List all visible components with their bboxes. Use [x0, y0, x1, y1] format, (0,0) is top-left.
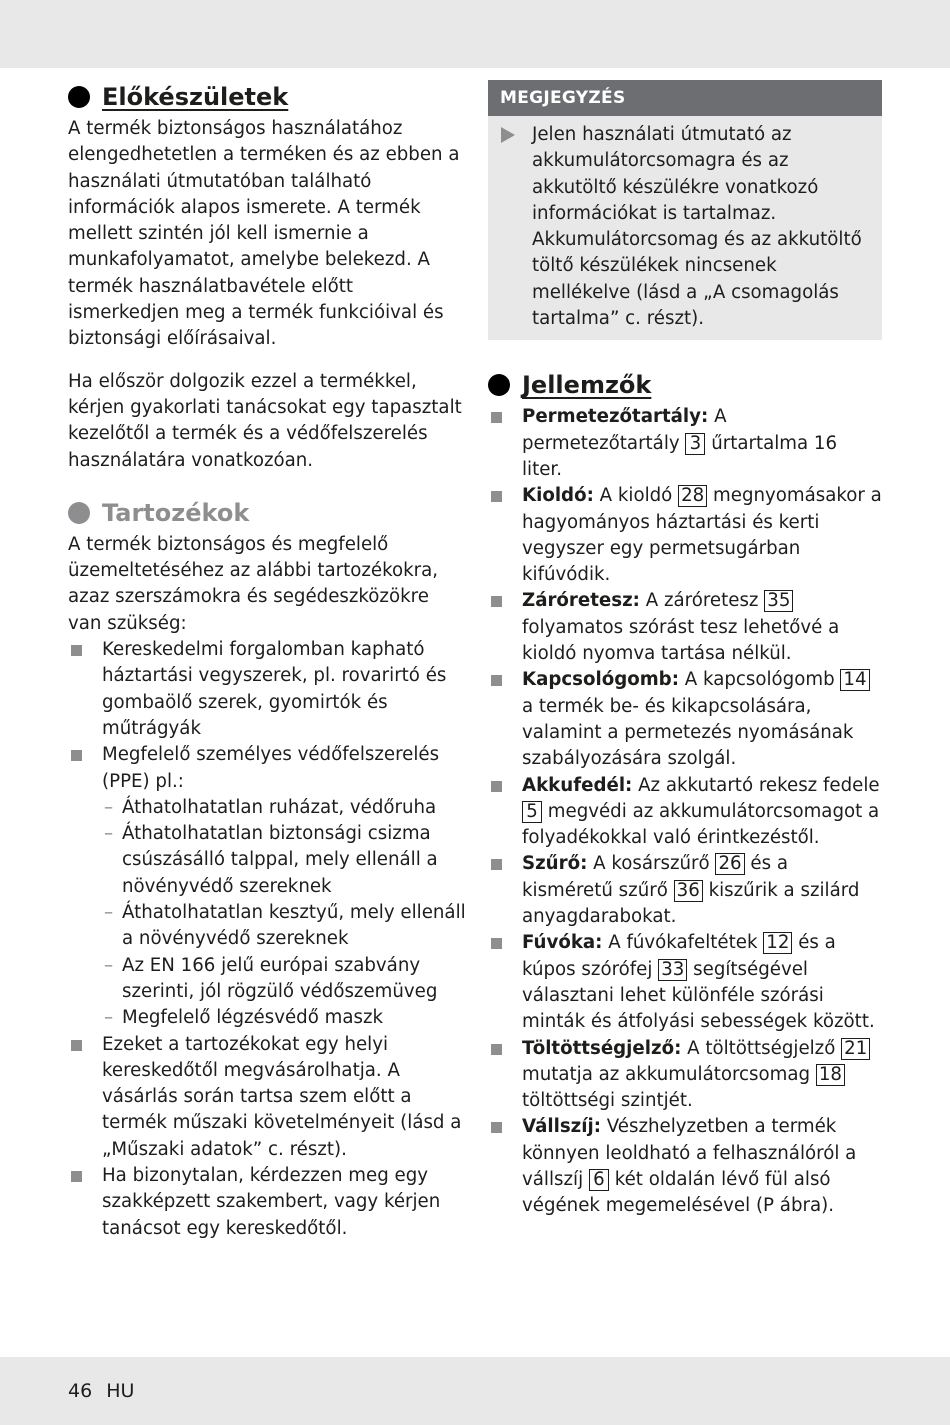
- feature-text: A kapcsológomb: [678, 669, 841, 691]
- part-number: 6: [589, 1169, 609, 1191]
- note-title: MEGJEGYZÉS: [488, 80, 882, 116]
- part-number: 14: [840, 669, 869, 691]
- note-box: [488, 80, 882, 340]
- part-number: 3: [685, 433, 705, 455]
- part-number: 36: [674, 880, 703, 902]
- part-number: 18: [816, 1064, 845, 1086]
- part-number: 35: [764, 590, 793, 612]
- features-title: Jellemzők: [522, 371, 652, 400]
- feature-text: a termék be- és kikapcsolására, valamint a permetezés nyomásának szabályozására szolgál.: [522, 695, 854, 770]
- feature-text: mutatja az akkumulátorcsomag: [522, 1063, 816, 1085]
- feature-item: [488, 588, 882, 667]
- part-number: 5: [522, 801, 542, 823]
- feature-label: Záróretesz:: [522, 590, 640, 612]
- feature-text: A kioldó: [593, 485, 679, 507]
- feature-text: és a kúpos szórófej: [522, 932, 836, 980]
- feature-item: [488, 667, 882, 772]
- note-body: [488, 116, 882, 340]
- prep-heading: [68, 80, 468, 114]
- right-column: [488, 80, 882, 1220]
- part-number: 33: [658, 959, 687, 981]
- feature-item: [488, 404, 882, 483]
- accessories-title: Tartozékok: [102, 498, 250, 527]
- part-number: 28: [678, 485, 707, 507]
- sub-list-item: – Az EN 166 jelű európai szabvány szerinti, jól rögzülő védőszemüveg: [102, 953, 468, 1006]
- sub-list-item: – Áthatolhatatlan ruházat, védőruha: [102, 795, 468, 821]
- feature-label: Akkufedél:: [522, 774, 633, 796]
- list-item: [68, 742, 468, 1031]
- header-band: [0, 0, 950, 68]
- sub-list-item: – Áthatolhatatlan kesztyű, mely ellenáll a növényvédő szereknek: [102, 900, 468, 953]
- list-item: Ezeket a tartozékokat egy helyi kereskedőtől megvásárolhatja. A vásárlás során tartsa szem előtt a termék műszaki követelményeit (lásd a „Műszaki adatok” c. részt).: [68, 1032, 468, 1163]
- feature-text: két oldalán lévő fül alsó végének megemelésével (P ábra).: [522, 1168, 834, 1217]
- feature-text: A kosárszűrő: [587, 853, 716, 875]
- feature-text: töltöttségi szintjét.: [522, 1090, 693, 1112]
- feature-text: A záróretesz: [639, 590, 765, 612]
- feature-label: Kapcsológomb:: [522, 669, 679, 691]
- sub-list-item: – Áthatolhatatlan biztonsági csizma csúszásálló talppal, mely ellenáll a növényvédő szereknek: [102, 821, 468, 900]
- feature-text: segítségével választani lehet különféle szórási minták és átfolyási sebességek között.: [522, 958, 875, 1033]
- prep-paragraph-2: Ha először dolgozik ezzel a termékkel, kérjen gyakorlati tanácsokat egy tapasztalt kezelőtől a termék és a védőfelszerelés használatára vonatkozóan.: [68, 370, 462, 471]
- ppe-label: Megfelelő személyes védőfelszerelés (PPE) pl.:: [102, 744, 440, 792]
- accessories-list: [68, 637, 468, 1242]
- feature-text: kiszűrik a szilárd anyagdarabokat.: [522, 879, 860, 928]
- left-column: [68, 80, 468, 1242]
- list-item: Kereskedelmi forgalomban kapható háztartási vegyszerek, pl. rovarirtó és gombaölő szerek, gyomirtók és műtrágyák: [68, 637, 468, 742]
- feature-item: [488, 851, 882, 930]
- language-code: HU: [106, 1380, 135, 1402]
- note-arrow-icon: [501, 127, 515, 143]
- feature-text: Az akkutartó rekesz fedele: [632, 774, 880, 796]
- list-item: Ha bizonytalan, kérdezzen meg egy szakképzett szakembert, vagy kérjen tanácsot egy kereskedőtől.: [68, 1163, 468, 1242]
- feature-label: Töltöttségjelző:: [522, 1037, 682, 1059]
- feature-text: Vészhelyzetben a termék könnyen leoldható a felhasználóról a vállszíj: [522, 1116, 857, 1190]
- feature-item: [488, 930, 882, 1035]
- feature-item: [488, 773, 882, 852]
- note-text: Jelen használati útmutató az akkumulátorcsomagra és az akkutöltő készülékre vonatkozó információkat is tartalmaz. Akkumulátorcsomag és az akkutöltő töltő készülékek nincsenek mellékelve (lásd a „A csomagolás tartalma” c. részt).: [532, 124, 862, 330]
- prep-title: Előkészületek: [102, 83, 289, 111]
- feature-label: Fúvóka:: [522, 932, 603, 954]
- feature-item: [488, 483, 882, 588]
- feature-text: megnyomásakor a hagyományos háztartási és kerti vegyszer egy permetsugárban kifúvódik.: [522, 485, 882, 586]
- part-number: 26: [715, 853, 744, 875]
- accessories-heading: [68, 496, 468, 530]
- feature-item: [488, 1114, 882, 1219]
- heading-bullet-icon: [68, 86, 90, 108]
- feature-label: Kioldó:: [522, 485, 594, 507]
- feature-text: A fúvókafeltétek: [602, 932, 764, 954]
- page-number: 46: [68, 1380, 93, 1402]
- feature-label: Szűrő:: [522, 853, 588, 875]
- feature-label: Permetezőtartály:: [522, 406, 709, 428]
- feature-text: űrtartalma 16 liter.: [522, 432, 838, 480]
- heading-bullet-icon: [488, 374, 510, 396]
- feature-text: folyamatos szórást tesz lehetővé a kioldó nyomva tartása nélkül.: [522, 616, 840, 665]
- ppe-sublist: [102, 795, 468, 1032]
- feature-item: [488, 1036, 882, 1115]
- feature-text: és a kisméretű szűrő: [522, 853, 788, 901]
- prep-paragraph-1: A termék biztonságos használatához elengedhetetlen a terméken és az ebben a használati útmutatóban található információk alapos ismerete. A termék mellett szintén jól kell ismernie a munkafolyamatot, amelybe belekezd. A termék használatbavétele előtt ismerkedjen meg a termék funkcióival és biztonsági előírásaival.: [68, 118, 460, 350]
- features-heading: [488, 368, 882, 402]
- feature-text: megvédi az akkumulátorcsomagot a folyadékokkal való érintkezéstől.: [522, 800, 880, 849]
- feature-text: A töltöttségjelző: [681, 1037, 842, 1059]
- part-number: 12: [763, 932, 792, 954]
- heading-bullet-icon: [68, 502, 90, 524]
- accessories-intro: A termék biztonságos és megfelelő üzemeltetéséhez az alábbi tartozékokra, azaz szerszámokra és segédeszközökre van szükség:: [68, 533, 439, 634]
- feature-text: A permetezőtartály: [522, 406, 727, 454]
- part-number: 21: [841, 1038, 870, 1060]
- page-footer: [68, 1380, 148, 1402]
- sub-list-item: – Megfelelő légzésvédő maszk: [102, 1005, 468, 1031]
- features-list: [488, 404, 882, 1219]
- feature-label: Vállszíj:: [522, 1116, 601, 1138]
